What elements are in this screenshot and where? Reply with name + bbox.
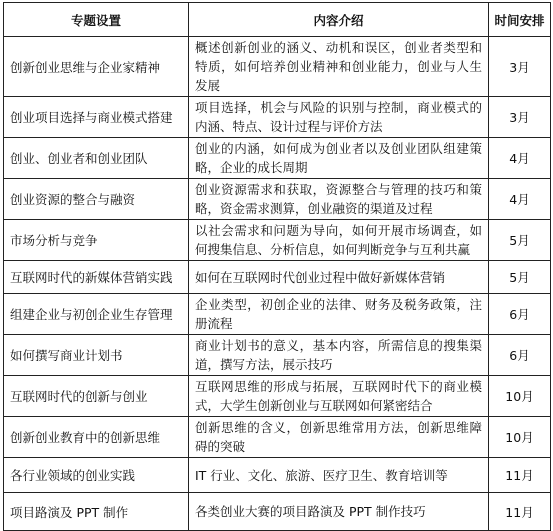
topic-cell: 创业项目选择与商业模式搭建 — [4, 97, 189, 138]
table-row — [4, 417, 551, 458]
time-cell: 5月 — [489, 220, 551, 261]
time-cell: 11月 — [489, 493, 551, 531]
topic-cell: 市场分析与竞争 — [4, 220, 189, 261]
content-cell: IT 行业、文化、旅游、医疗卫生、教育培训等 — [189, 458, 489, 493]
topic-cell: 组建企业与初创企业生存管理 — [4, 294, 189, 335]
topic-cell: 创业资源的整合与融资 — [4, 179, 189, 220]
table-row — [4, 493, 551, 531]
content-cell: 企业类型，初创企业的法律、财务及税务政策，注册流程 — [189, 294, 489, 335]
time-cell: 6月 — [489, 294, 551, 335]
content-cell: 各类创业大赛的项目路演及 PPT 制作技巧 — [189, 493, 489, 531]
time-cell: 4月 — [489, 179, 551, 220]
content-cell: 以社会需求和问题为导向，如何开展市场调查，如何搜集信息、分析信息，如何判断竞争与互利共赢 — [189, 220, 489, 261]
content-cell: 互联网思维的形成与拓展，互联网时代下的商业模式，大学生创新创业与互联网如何紧密结合 — [189, 376, 489, 417]
time-cell: 3月 — [489, 37, 551, 97]
table-row — [4, 335, 551, 376]
header-row — [4, 3, 551, 37]
table-row — [4, 138, 551, 179]
topic-cell: 创新创业思维与企业家精神 — [4, 37, 189, 97]
time-cell: 10月 — [489, 417, 551, 458]
course-schedule-table — [3, 2, 551, 531]
topic-cell: 各行业领域的创业实践 — [4, 458, 189, 493]
topic-cell: 如何撰写商业计划书 — [4, 335, 189, 376]
content-cell: 项目选择，机会与风险的识别与控制，商业模式的内涵、特点、设计过程与评价方法 — [189, 97, 489, 138]
time-cell: 5月 — [489, 261, 551, 294]
table-row — [4, 97, 551, 138]
table-row — [4, 294, 551, 335]
content-cell: 创业资源需求和获取，资源整合与管理的技巧和策略，资金需求测算，创业融资的渠道及过程 — [189, 179, 489, 220]
header-time: 时间安排 — [489, 3, 551, 37]
table-row — [4, 376, 551, 417]
content-cell: 商业计划书的意义，基本内容，所需信息的搜集渠道，撰写方法，展示技巧 — [189, 335, 489, 376]
table-row — [4, 179, 551, 220]
header-topic: 专题设置 — [4, 3, 189, 37]
topic-cell: 创新创业教育中的创新思维 — [4, 417, 189, 458]
table-row — [4, 261, 551, 294]
table-row — [4, 220, 551, 261]
topic-cell: 项目路演及 PPT 制作 — [4, 493, 189, 531]
time-cell: 10月 — [489, 376, 551, 417]
topic-cell: 创业、创业者和创业团队 — [4, 138, 189, 179]
time-cell: 3月 — [489, 97, 551, 138]
content-cell: 概述创新创业的涵义、动机和误区，创业者类型和特质，如何培养创业精神和创业能力，创业与人生发展 — [189, 37, 489, 97]
table-row — [4, 37, 551, 97]
content-cell: 创新思维的含义，创新思维常用方法，创新思维障碍的突破 — [189, 417, 489, 458]
content-cell: 如何在互联网时代创业过程中做好新媒体营销 — [189, 261, 489, 294]
content-cell: 创业的内涵，如何成为创业者以及创业团队组建策略，企业的成长周期 — [189, 138, 489, 179]
table-row — [4, 458, 551, 493]
topic-cell: 互联网时代的新媒体营销实践 — [4, 261, 189, 294]
time-cell: 6月 — [489, 335, 551, 376]
time-cell: 4月 — [489, 138, 551, 179]
topic-cell: 互联网时代的创新与创业 — [4, 376, 189, 417]
time-cell: 11月 — [489, 458, 551, 493]
header-content: 内容介绍 — [189, 3, 489, 37]
